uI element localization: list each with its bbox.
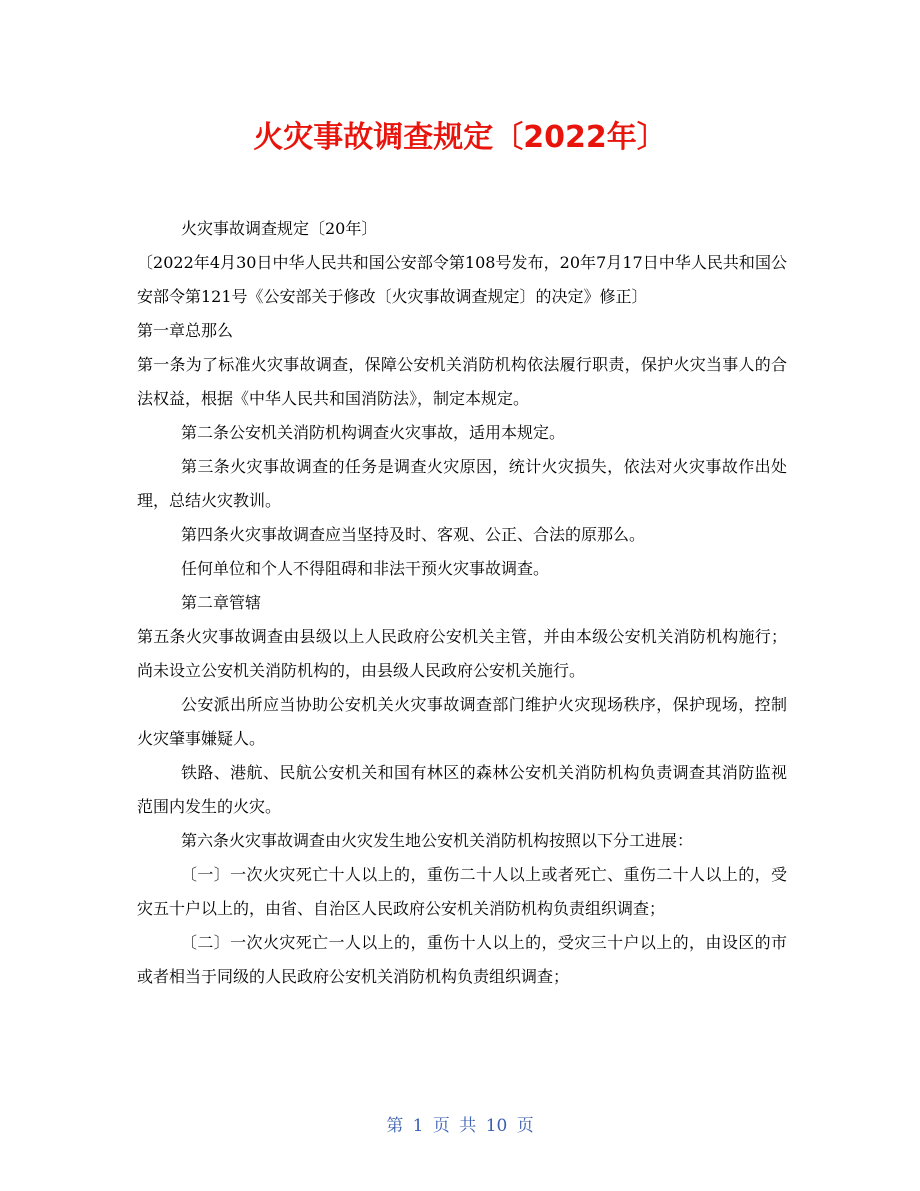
- paragraph: 第六条火灾事故调查由火灾发生地公安机关消防机构按照以下分工进展：: [181, 831, 694, 850]
- page-number-footer: 第 1 页 共 10 页: [386, 1116, 534, 1136]
- paragraph: 第一条为了标准火灾事故调查，保障公安机关消防机构依法履行职责，保护火灾当事人的合法权益，根据《中华人民共和国消防法》，制定本规定。: [137, 355, 787, 408]
- document-title: 火灾事故调查规定〔2022年〕: [253, 120, 667, 155]
- paragraph: 〔二〕一次火灾死亡一人以上的，重伤十人以上的，受灾三十户以上的，由设区的市或者相当于同级的人民政府公安机关消防机构负责组织调查；: [137, 933, 787, 986]
- paragraph: 公安派出所应当协助公安机关火灾事故调查部门维护火灾现场秩序，保护现场，控制火灾肇事嫌疑人。: [137, 695, 787, 748]
- chapter-heading: 第一章总那么: [137, 321, 234, 340]
- paragraph: 〔一〕一次火灾死亡十人以上的，重伤二十人以上或者死亡、重伤二十人以上的，受灾五十户以上的，由省、自治区人民政府公安机关消防机构负责组织调查；: [137, 865, 787, 918]
- paragraph: 〔2022年4月30日中华人民共和国公安部令第108号发布，20年7月17日中华人民共和国公安部令第121号《公安部关于修改〔火灾事故调查规定〕的决定》修正〕: [137, 253, 787, 306]
- chapter-heading: 第二章管辖: [181, 593, 262, 612]
- paragraph: 第五条火灾事故调查由县级以上人民政府公安机关主管，并由本级公安机关消防机构施行；尚未设立公安机关消防机构的，由县级人民政府公安机关施行。: [137, 627, 787, 680]
- paragraph: 第三条火灾事故调查的任务是调查火灾原因，统计火灾损失，依法对火灾事故作出处理，总结火灾教训。: [137, 457, 787, 510]
- document-body: [137, 212, 787, 994]
- paragraph: 火灾事故调查规定〔20年〕: [181, 219, 378, 238]
- paragraph: 任何单位和个人不得阻碍和非法干预火灾事故调查。: [181, 559, 550, 578]
- paragraph: 第二条公安机关消防机构调查火灾事故，适用本规定。: [181, 423, 566, 442]
- paragraph: 铁路、港航、民航公安机关和国有林区的森林公安机关消防机构负责调查其消防监视范围内发生的火灾。: [137, 763, 787, 816]
- paragraph: 第四条火灾事故调查应当坚持及时、客观、公正、合法的原那么。: [181, 525, 646, 544]
